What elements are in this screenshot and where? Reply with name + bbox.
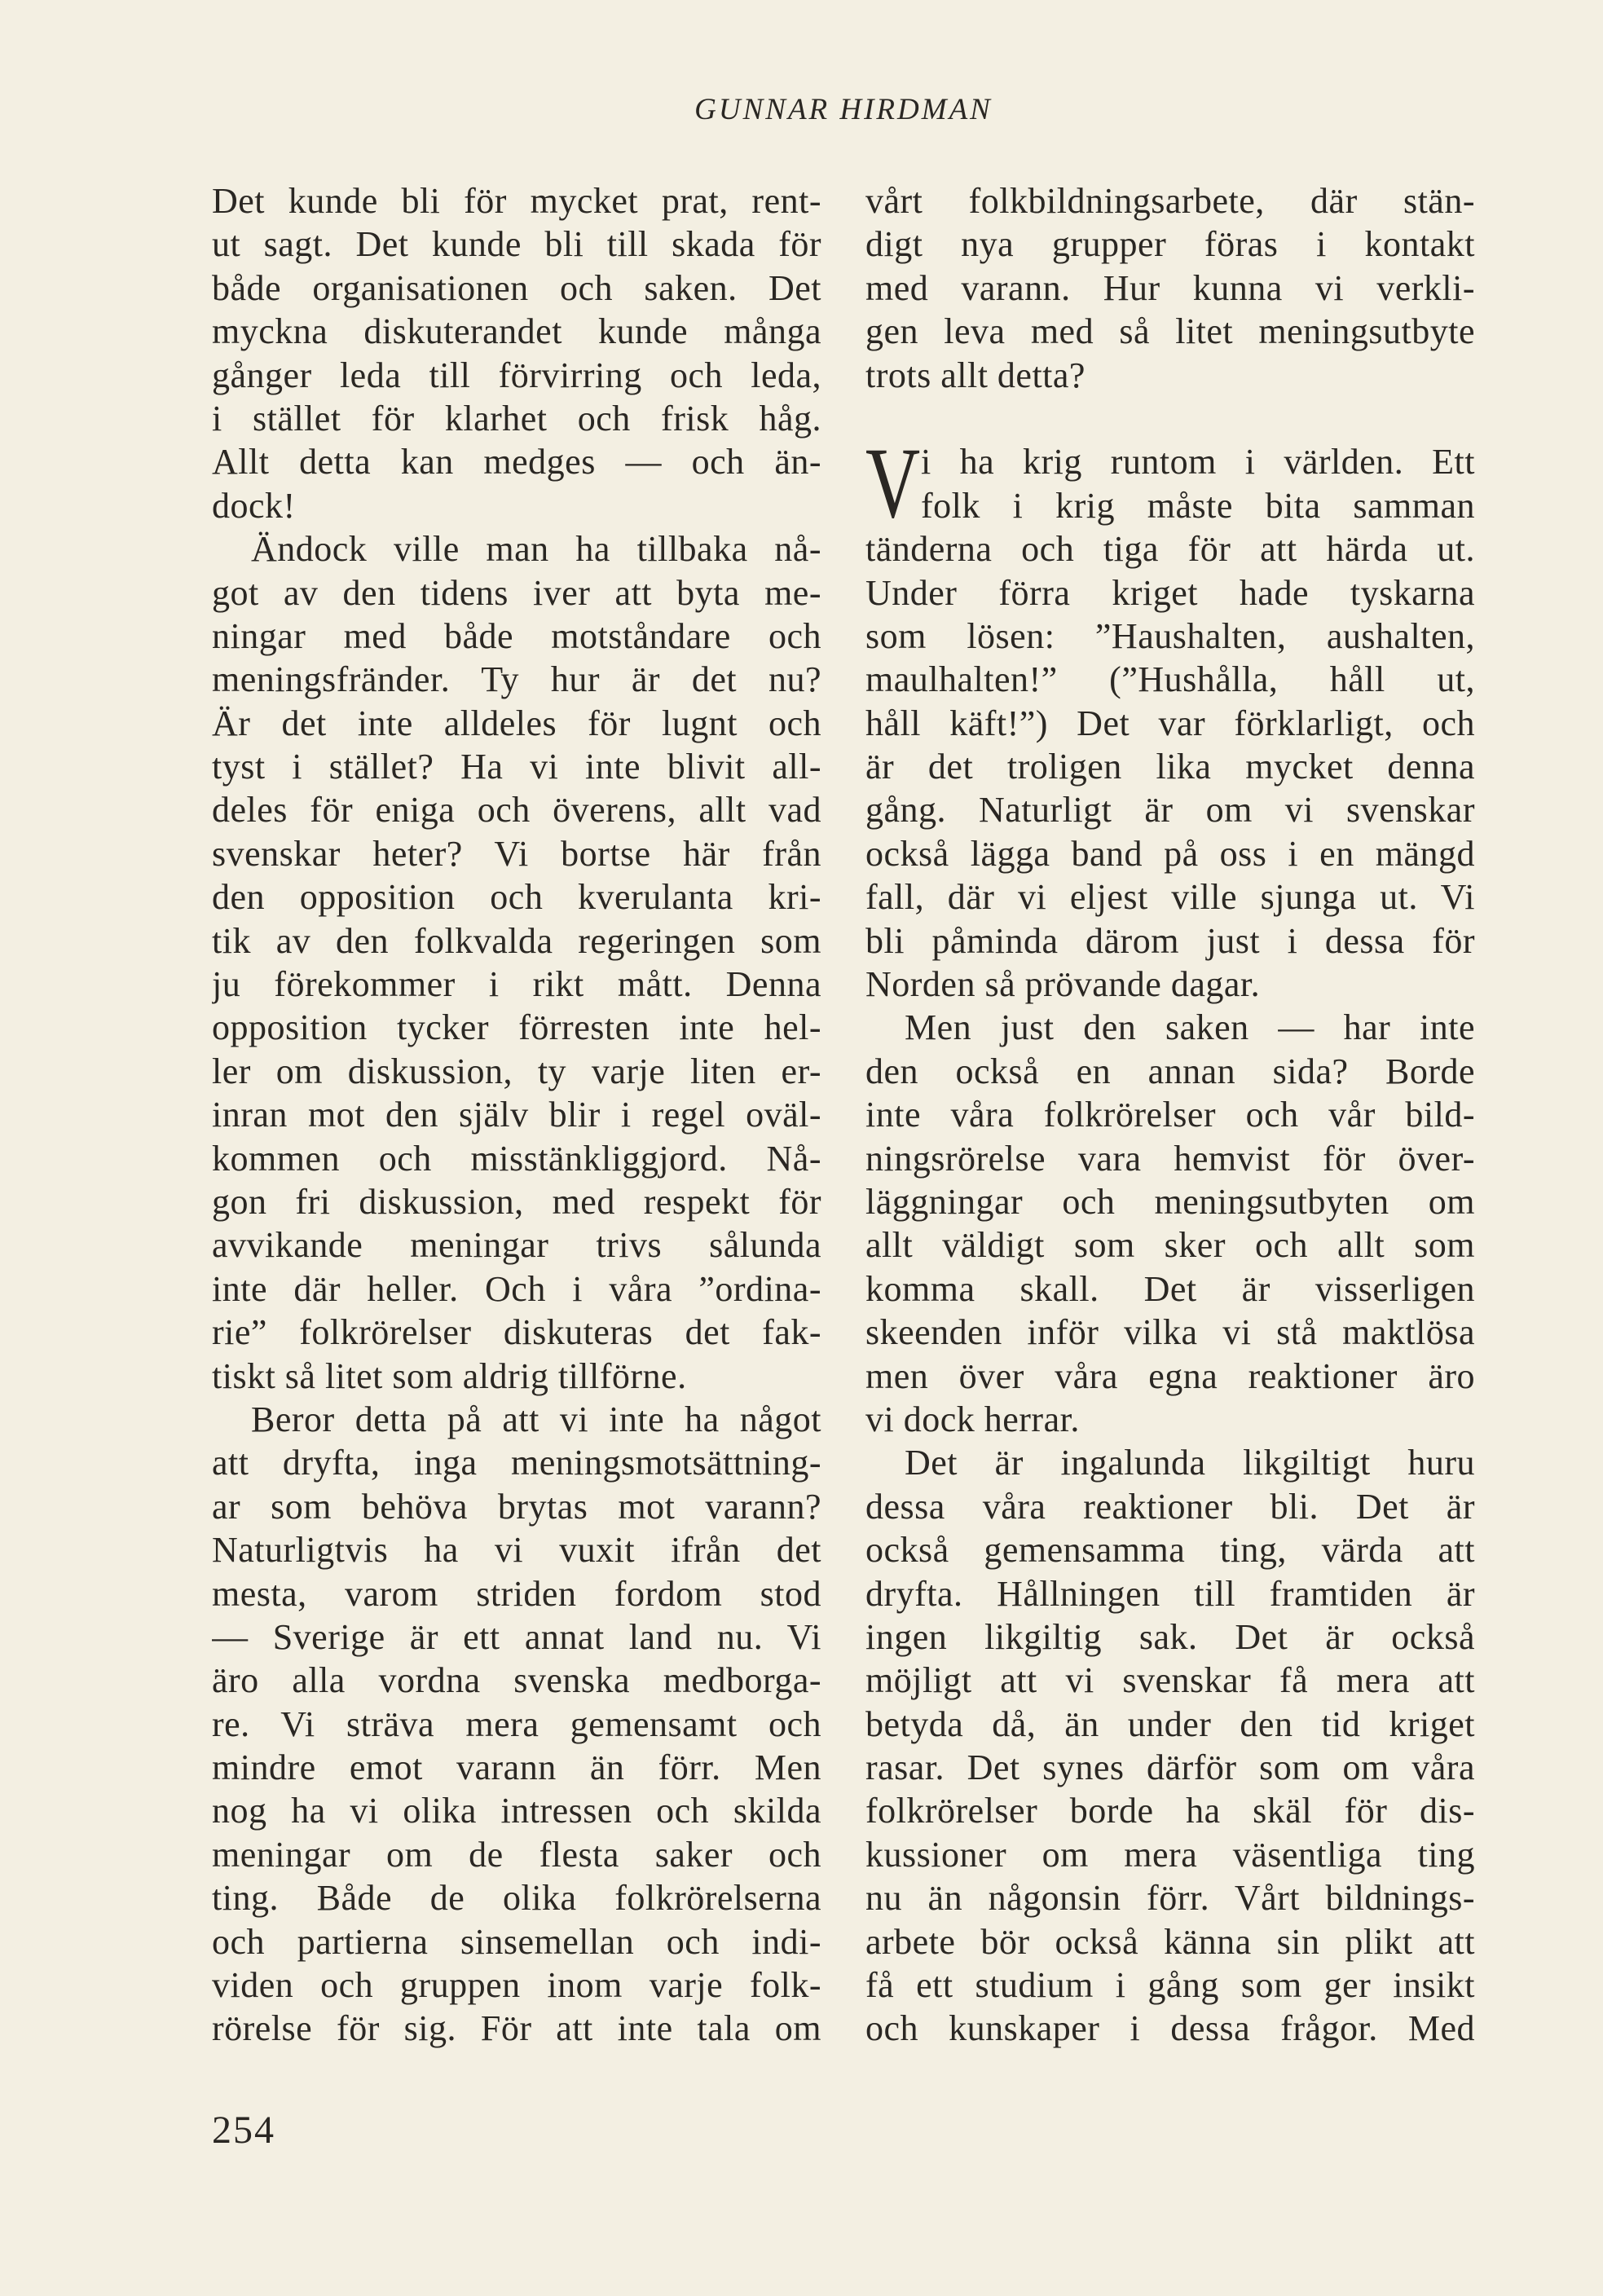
text-line: gen leva med så litet meningsutbyte — [865, 311, 1475, 352]
text-line: kommen och misstänkliggjord. Nå- — [212, 1138, 821, 1179]
text-line: nog ha vi olika intressen och skilda — [212, 1791, 821, 1831]
text-line: rörelse för sig. För att inte tala om — [212, 2008, 821, 2049]
text-line: i stället för klarhet och frisk håg. — [212, 398, 821, 438]
text-line: dessa våra reaktioner bli. Det är — [865, 1486, 1475, 1527]
text-line: inte där heller. Och i våra ”ordina- — [212, 1268, 821, 1309]
left-column — [212, 179, 821, 2051]
text-line: Det är ingalunda likgiltigt huru — [905, 1443, 1475, 1483]
drop-cap: V — [865, 427, 921, 539]
text-line: gång. Naturligt är om vi svenskar — [865, 790, 1475, 831]
text-line: dryfta. Hållningen till framtiden är — [865, 1573, 1475, 1614]
text-line: dock! — [212, 485, 296, 526]
text-line: allt väldigt som sker och allt som — [865, 1225, 1475, 1266]
text-line: folk i krig måste bita samman — [921, 485, 1475, 526]
section-break — [865, 397, 1475, 440]
text-line: ingen likgiltig sak. Det är också — [865, 1616, 1475, 1657]
text-line: betyda då, än under den tid kriget — [865, 1703, 1475, 1744]
text-line: både organisationen och saken. Det — [212, 267, 821, 308]
text-line: och kunskaper i dessa frågor. Med — [865, 2008, 1475, 2049]
text-line: Är det inte alldeles för lugnt och — [212, 703, 821, 743]
page-number: 254 — [212, 2109, 275, 2152]
text-line: Naturligtvis ha vi vuxit ifrån det — [212, 1530, 821, 1571]
text-line: tyst i stället? Ha vi inte blivit all- — [212, 747, 821, 787]
text-line: avvikande meningar trivs sålunda — [212, 1225, 821, 1266]
text-line: vi dock herrar. — [865, 1399, 1080, 1439]
text-line: ar som behöva brytas mot varann? — [212, 1486, 821, 1527]
text-line: mindre emot varann än förr. Men — [212, 1747, 821, 1788]
text-line: rie” folkrörelser diskuteras det fak- — [212, 1312, 821, 1353]
text-line: inran mot den själv blir i regel oväl- — [212, 1095, 821, 1135]
paragraph — [865, 1441, 1475, 2050]
text-line: meningsfränder. Ty hur är det nu? — [212, 659, 821, 700]
text-line: got av den tidens iver att byta me- — [212, 572, 821, 613]
text-line: bli påminda därom just i dessa för — [865, 920, 1475, 961]
text-line: som lösen: ”Haushalten, aushalten, — [865, 615, 1475, 656]
text-line: nu än någonsin förr. Vårt bildnings- — [865, 1878, 1475, 1919]
text-line: opposition tycker förresten inte hel- — [212, 1007, 821, 1048]
text-line: viden och gruppen inom varje folk- — [212, 1965, 821, 2006]
right-column — [865, 179, 1475, 2051]
text-line: inte våra folkrörelser och vår bild- — [865, 1095, 1475, 1135]
text-line: Ändock ville man ha tillbaka nå- — [251, 529, 821, 570]
text-line: men över våra egna reaktioner äro — [865, 1355, 1475, 1396]
text-line: Norden så prövande dagar. — [865, 964, 1261, 1005]
text-line: tänderna och tiga för att härda ut. — [865, 529, 1475, 570]
text-line: att dryfta, inga meningsmotsättning- — [212, 1443, 821, 1483]
text-line: mesta, varom striden fordom stod — [212, 1573, 821, 1614]
text-line: läggningar och meningsutbyten om — [865, 1181, 1475, 1222]
text-line: ut sagt. Det kunde bli till skada för — [212, 224, 821, 265]
text-line: tiskt så litet som aldrig tillförne. — [212, 1355, 687, 1396]
text-line: Det kunde bli för mycket prat, rent- — [212, 181, 821, 221]
text-line: den också en annan sida? Borde — [865, 1051, 1475, 1091]
text-line: och partierna sinsemellan och indi- — [212, 1921, 821, 1962]
text-line: svenskar heter? Vi bortse här från — [212, 833, 821, 874]
paragraph — [865, 440, 1475, 1006]
text-line: maulhalten!” (”Hushålla, håll ut, — [865, 659, 1475, 700]
text-line: möjligt att vi svenskar få mera att — [865, 1660, 1475, 1701]
text-line: komma skall. Det är visserligen — [865, 1268, 1475, 1309]
text-line: ju förekommer i rikt mått. Denna — [212, 964, 821, 1005]
text-line: arbete bör också känna sin plikt att — [865, 1921, 1475, 1962]
text-line: tik av den folkvalda regeringen som — [212, 920, 821, 961]
text-line: kussioner om mera väsentliga ting — [865, 1834, 1475, 1875]
text-line: i ha krig runtom i världen. Ett — [921, 442, 1475, 483]
text-line: håll käft!”) Det var förklarligt, och — [865, 703, 1475, 743]
running-head: GUNNAR HIRDMAN — [694, 93, 993, 126]
text-line: Allt detta kan medges — och än- — [212, 442, 821, 483]
text-line: ting. Både de olika folkrörelserna — [212, 1878, 821, 1919]
text-line: också gemensamma ting, värda att — [865, 1530, 1475, 1571]
text-line: också lägga band på oss i en mängd — [865, 833, 1475, 874]
text-line: Men just den saken — har inte — [905, 1007, 1475, 1048]
text-line: med varann. Hur kunna vi verkli- — [865, 267, 1475, 308]
text-line: digt nya grupper föras i kontakt — [865, 224, 1475, 265]
text-line: äro alla vordna svenska medborga- — [212, 1660, 821, 1701]
text-line: skeenden inför vilka vi stå maktlösa — [865, 1312, 1475, 1353]
text-line: re. Vi sträva mera gemensamt och — [212, 1703, 821, 1744]
paragraph — [212, 179, 821, 527]
text-line: ningsrörelse vara hemvist för över- — [865, 1138, 1475, 1179]
text-line: Beror detta på att vi inte ha något — [251, 1399, 821, 1439]
text-line: den opposition och kverulanta kri- — [212, 877, 821, 918]
paragraph — [212, 1398, 821, 2051]
text-line: ningar med både motståndare och — [212, 615, 821, 656]
text-line: — Sverige är ett annat land nu. Vi — [212, 1616, 821, 1657]
text-line: är det troligen lika mycket denna — [865, 747, 1475, 787]
paragraph — [865, 1006, 1475, 1441]
text-line: ler om diskussion, ty varje liten er- — [212, 1051, 821, 1091]
text-line: vårt folkbildningsarbete, där stän- — [865, 181, 1475, 221]
paragraph — [212, 527, 821, 1398]
text-line: få ett studium i gång som ger insikt — [865, 1965, 1475, 2006]
text-line: folkrörelser borde ha skäl för dis- — [865, 1791, 1475, 1831]
text-line: myckna diskuterandet kunde många — [212, 311, 821, 352]
text-line: gon fri diskussion, med respekt för — [212, 1181, 821, 1222]
text-line: meningar om de flesta saker och — [212, 1834, 821, 1875]
text-line: trots allt detta? — [865, 355, 1086, 395]
text-line: fall, där vi eljest ville sjunga ut. Vi — [865, 877, 1475, 918]
text-line: rasar. Det synes därför som om våra — [865, 1747, 1475, 1788]
text-line: Under förra kriget hade tyskarna — [865, 572, 1475, 613]
paragraph — [865, 179, 1475, 397]
text-line: deles för eniga och överens, allt vad — [212, 790, 821, 831]
text-line: gånger leda till förvirring och leda, — [212, 355, 821, 395]
